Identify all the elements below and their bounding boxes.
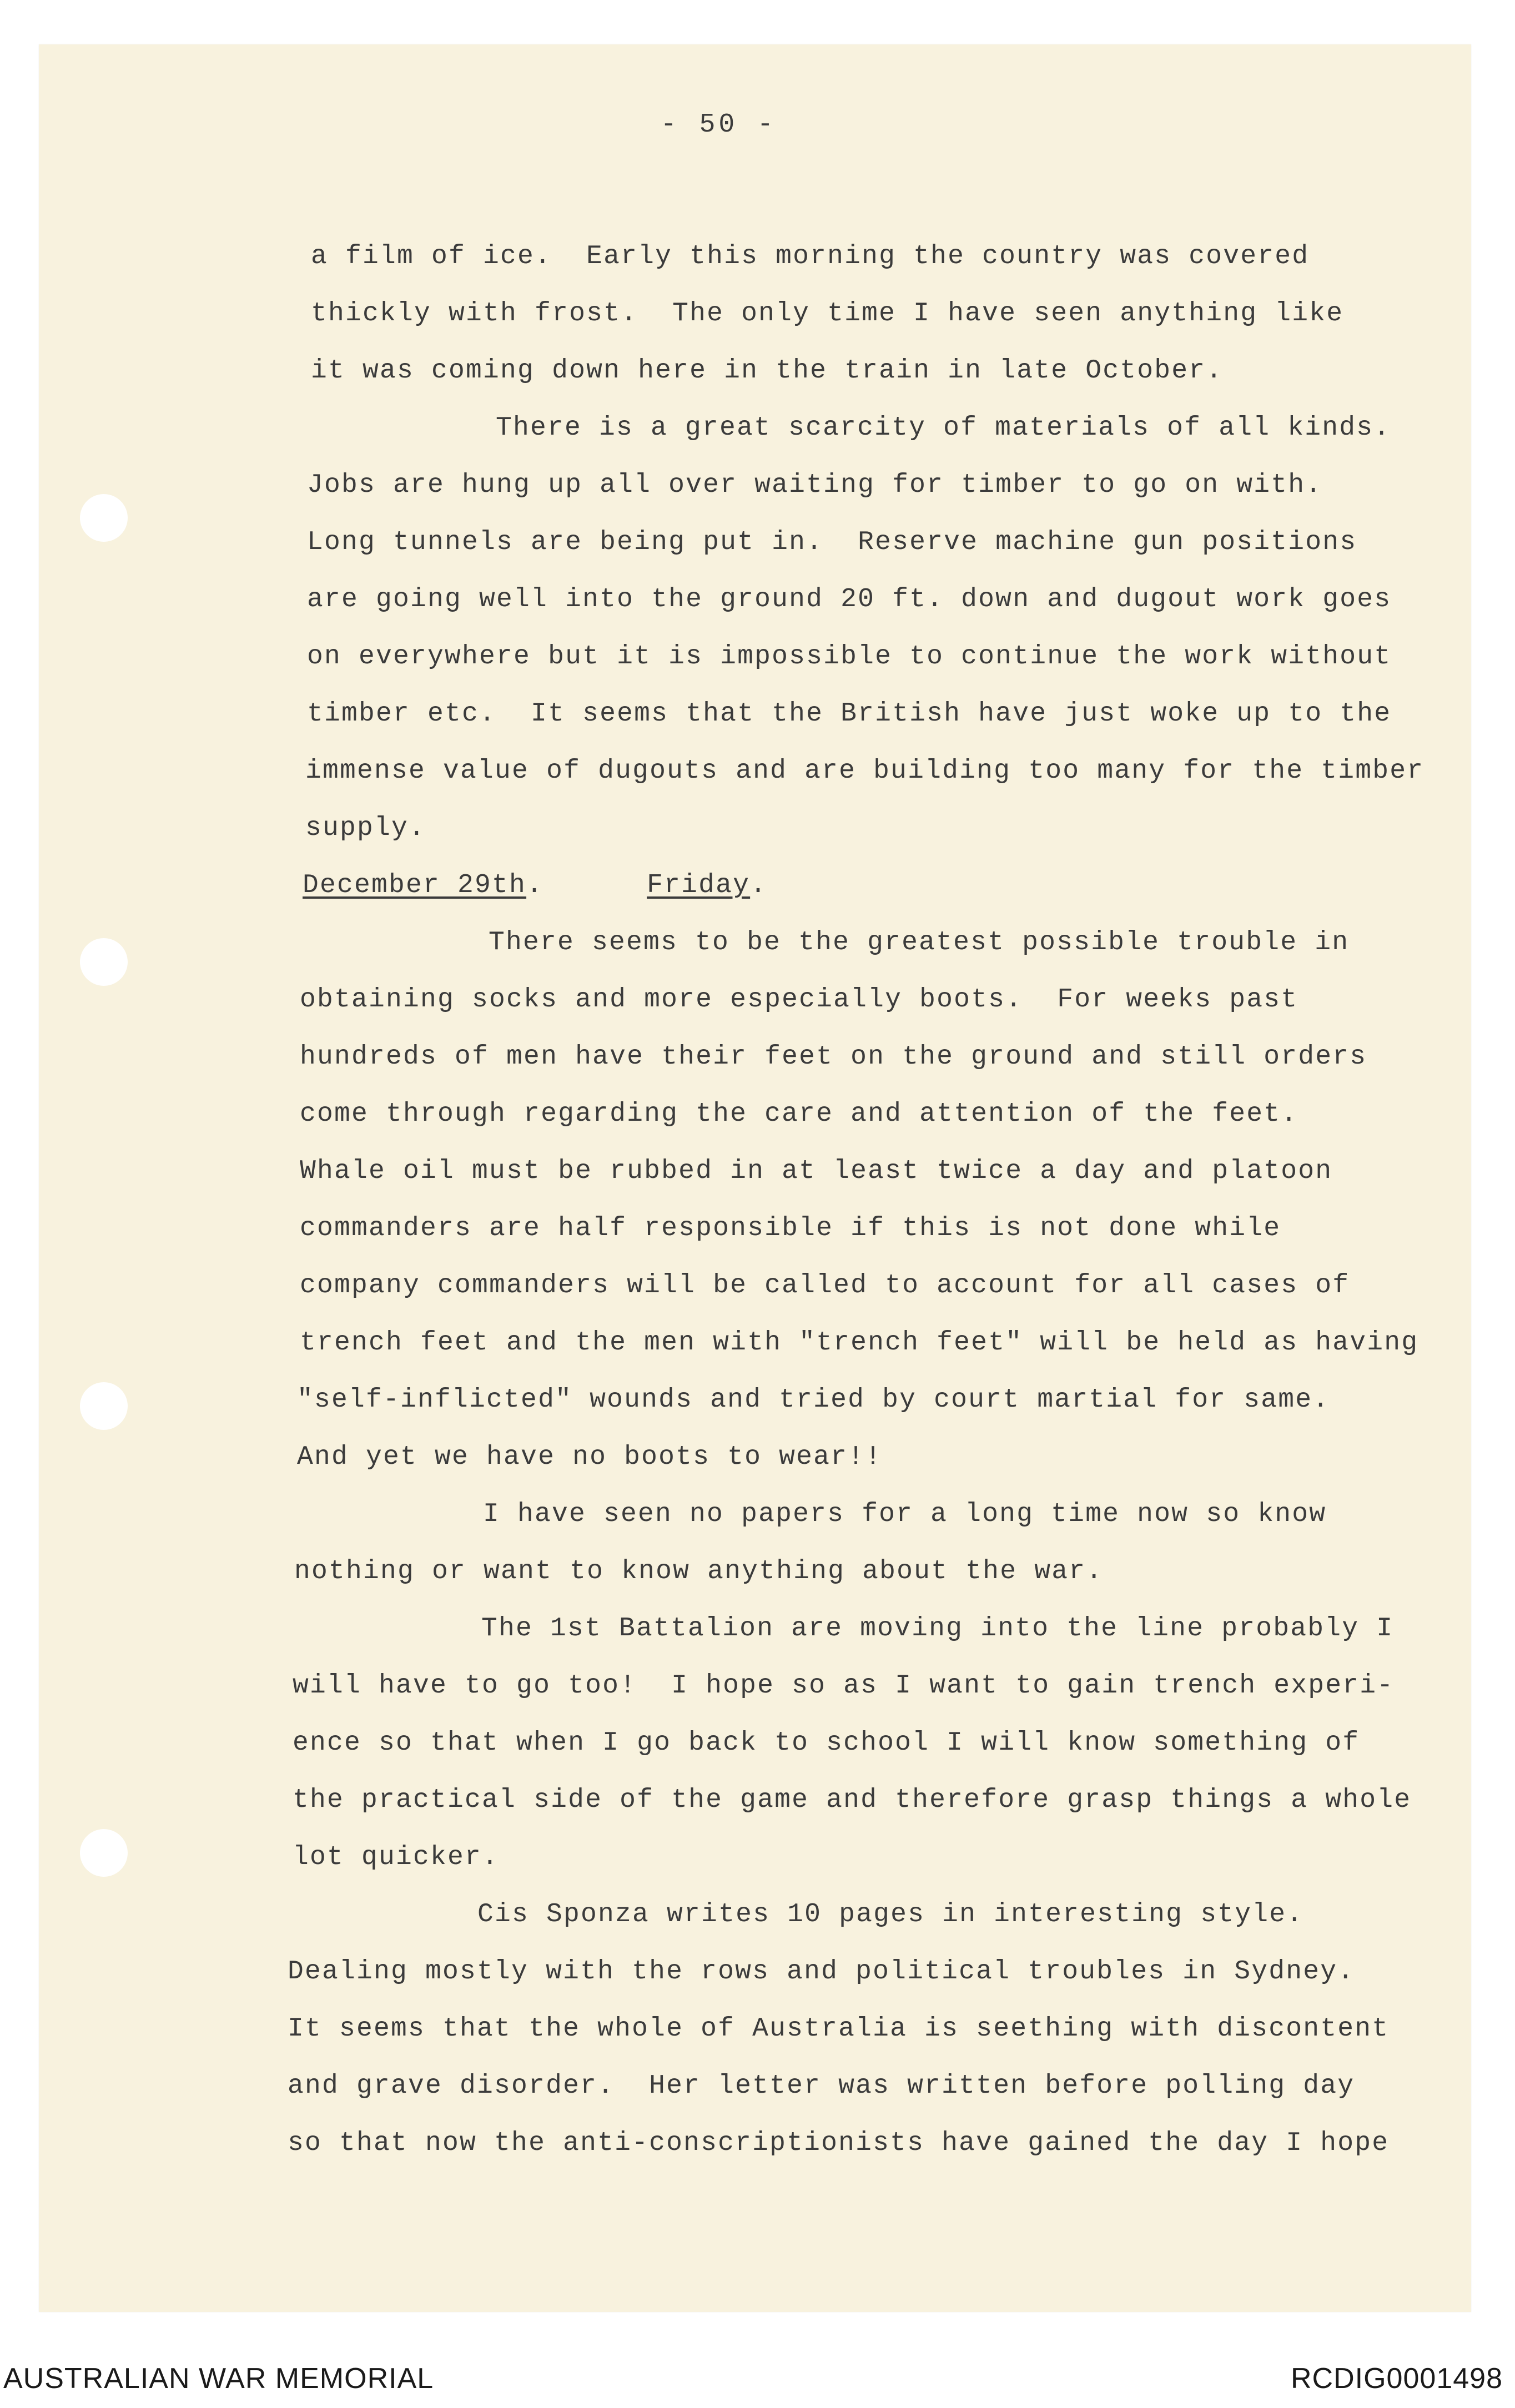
binder-hole (80, 1382, 128, 1430)
text-line: Whale oil must be rubbed in at least twice a day and platoon (300, 1156, 1333, 1186)
diary-entry-heading (303, 870, 767, 900)
text-line: Jobs are hung up all over waiting for timber to go on with. (307, 470, 1323, 500)
text-line: and grave disorder. Her letter was written before polling day (288, 2071, 1355, 2101)
text-line: Cis Sponza writes 10 pages in interesting style. (477, 1900, 1304, 1930)
text-line: commanders are half responsible if this is not done while (300, 1213, 1281, 1243)
binder-hole (80, 938, 128, 986)
text-line: I have seen no papers for a long time now so know (483, 1499, 1327, 1529)
text-line: company commanders will be called to account for all cases of (300, 1271, 1350, 1301)
text-line: come through regarding the care and attention of the feet. (300, 1099, 1298, 1129)
text-line: on everywhere but it is impossible to continue the work without (307, 642, 1392, 672)
entry-period: . (750, 870, 768, 900)
text-line: nothing or want to know anything about the war. (294, 1556, 1104, 1586)
text-line: There is a great scarcity of materials of all kinds. (496, 413, 1391, 443)
entry-day: Friday (647, 870, 751, 900)
text-line: trench feet and the men with "trench feet" will be held as having (300, 1328, 1419, 1358)
text-line: are going well into the ground 20 ft. down and dugout work goes (307, 585, 1392, 614)
text-line: Dealing mostly with the rows and political troubles in Sydney. (288, 1957, 1355, 1987)
text-line: thickly with frost. The only time I have seen anything like (311, 299, 1344, 329)
text-line: obtaining socks and more especially boots. For weeks past (300, 985, 1298, 1015)
entry-separator: . (526, 870, 647, 900)
text-line: supply. (305, 813, 426, 843)
text-line: hundreds of men have their feet on the ground and still orders (300, 1042, 1367, 1072)
text-line: so that now the anti-conscriptionists have gained the day I hope (288, 2128, 1390, 2158)
text-line: will have to go too! I hope so as I want to gain trench experi- (293, 1671, 1395, 1701)
text-line: the practical side of the game and therefore grasp things a whole (293, 1785, 1412, 1815)
binder-hole (80, 1829, 128, 1877)
text-line: ence so that when I go back to school I will know something of (293, 1728, 1360, 1758)
footer-record-id: RCDIG0001498 (1291, 2362, 1503, 2395)
entry-date: December 29th (303, 870, 527, 900)
page-number: - 50 - (661, 110, 777, 140)
text-line: The 1st Battalion are moving into the line probably I (481, 1614, 1394, 1644)
text-line: Long tunnels are being put in. Reserve machine gun positions (307, 527, 1357, 557)
text-line: It seems that the whole of Australia is seething with discontent (288, 2014, 1390, 2044)
text-line: "self-inflicted" wounds and tried by court martial for same. (297, 1385, 1330, 1415)
text-line: timber etc. It seems that the British have just woke up to the (307, 699, 1392, 729)
binder-hole (80, 494, 128, 542)
text-line: There seems to be the greatest possible trouble in (489, 928, 1350, 958)
footer-institution: AUSTRALIAN WAR MEMORIAL (3, 2362, 434, 2395)
text-line: immense value of dugouts and are building too many for the timber (305, 756, 1425, 786)
text-line: lot quicker. (293, 1842, 500, 1872)
text-line: a film of ice. Early this morning the country was covered (311, 241, 1310, 271)
text-line: And yet we have no boots to wear!! (297, 1442, 883, 1472)
text-line: it was coming down here in the train in late October. (311, 356, 1224, 386)
